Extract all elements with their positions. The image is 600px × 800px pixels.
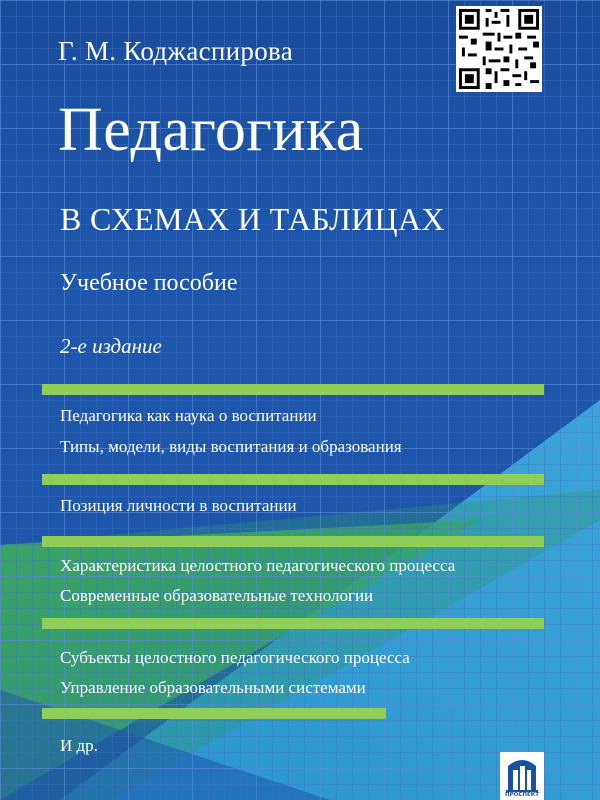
separator-bar (42, 384, 544, 395)
document-type: Учебное пособие (60, 270, 238, 296)
book-title: Педагогика (58, 96, 364, 164)
topic-item: Позиция личности в воспитании (60, 496, 297, 515)
book-subtitle: В СХЕМАХ И ТАБЛИЦАХ (60, 201, 445, 237)
separator-bar (42, 618, 544, 629)
publisher-name: ПРОСПЕКТ (505, 792, 539, 798)
publisher-logo-icon (500, 752, 544, 800)
separator-bar (42, 474, 544, 485)
topic-item: Педагогика как наука о воспитании (60, 406, 317, 425)
topic-item: Субъекты целостного педагогического процесса (60, 648, 410, 667)
separator-bar (42, 708, 386, 719)
topic-item: Типы, модели, виды воспитания и образования (60, 437, 402, 456)
topic-item: Управление образовательными системами (60, 678, 366, 697)
author-name: Г. М. Коджаспирова (58, 36, 293, 66)
edition-label: 2-е издание (60, 334, 162, 358)
qr-code-icon (456, 6, 542, 92)
topic-item: Современные образовательные технологии (60, 586, 374, 605)
separator-bar (42, 536, 544, 547)
topic-item: И др. (60, 736, 98, 755)
topic-item: Характеристика целостного педагогического процесса (60, 556, 456, 575)
